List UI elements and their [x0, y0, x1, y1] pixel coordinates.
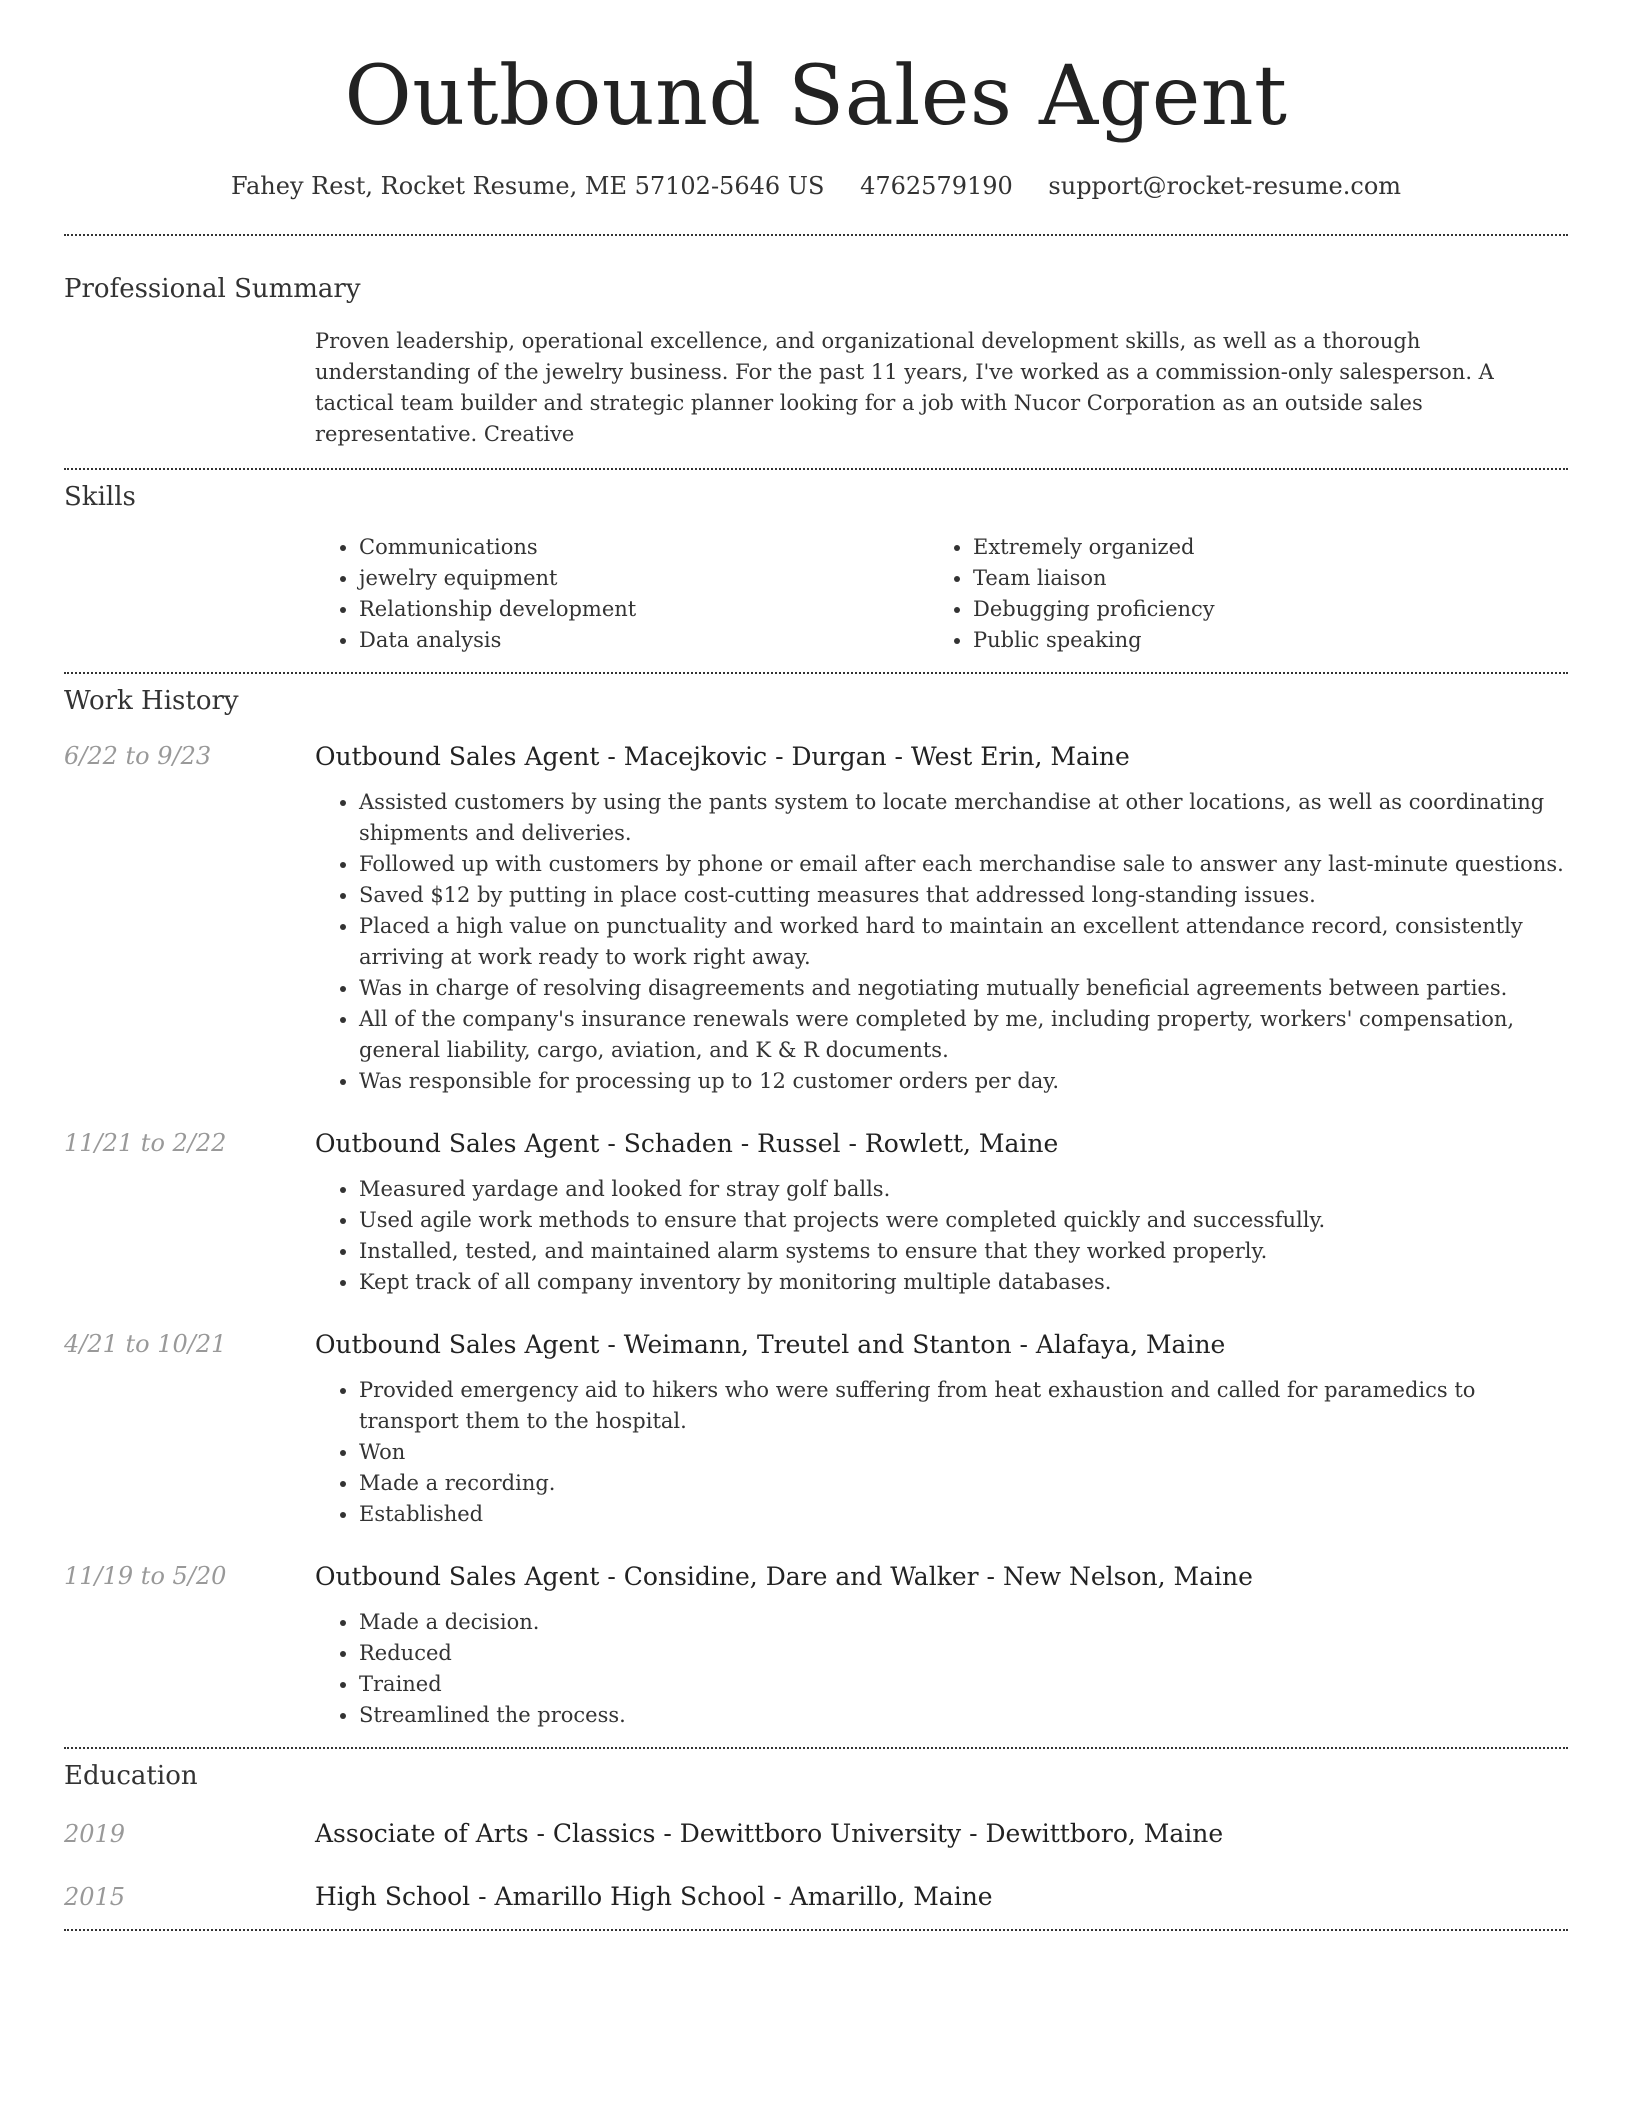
job-bullet: • Followed up with customers by phone or email after each merchandise sale to answer any last-minute questions.	[359, 849, 1568, 880]
education-year: 2019	[64, 1820, 126, 1849]
job-bullet: • Was in charge of resolving disagreements and negotiating mutually beneficial agreements between parties.	[359, 973, 1568, 1004]
skill-item: • Extremely organized	[973, 532, 1543, 563]
job-bullet: • Won	[359, 1437, 1568, 1468]
job-company: - Schaden - Russel - Rowlett, Maine	[599, 1129, 1059, 1159]
skill-item: • Public speaking	[973, 625, 1543, 656]
job-bullet: • Was responsible for processing up to 12 customer orders per day.	[359, 1066, 1568, 1097]
job-entry	[64, 1562, 1568, 1731]
job-entry	[64, 1129, 1568, 1298]
skills-grid	[315, 532, 1568, 656]
education-heading: Education	[64, 1761, 198, 1792]
job-company: - Macejkovic - Durgan - West Erin, Maine	[599, 742, 1130, 772]
job-title: Outbound Sales Agent	[315, 1562, 600, 1592]
resume-header	[64, 0, 1568, 200]
education-school: - Dewittboro University - Dewittboro, Maine	[655, 1819, 1224, 1849]
education-entry	[64, 1819, 1568, 1848]
job-dates: 4/21 to 10/21	[64, 1330, 227, 1359]
job-bullet: • Streamlined the process.	[359, 1700, 1568, 1731]
skill-item: • Team liaison	[973, 563, 1543, 594]
job-bullet: • Made a decision.	[359, 1607, 1568, 1638]
job-heading	[315, 742, 1568, 771]
job-company: - Considine, Dare and Walker - New Nelson, Maine	[599, 1562, 1253, 1592]
job-heading	[315, 1129, 1568, 1158]
contact-email: support@rocket-resume.com	[1048, 172, 1402, 201]
candidate-name: Outbound Sales Agent	[344, 49, 1288, 144]
skill-item: • Debugging proficiency	[973, 594, 1543, 625]
job-bullet: • Saved $12 by putting in place cost-cutting measures that addressed long-standing issues.	[359, 880, 1568, 911]
job-title: Outbound Sales Agent	[315, 742, 600, 772]
job-bullet: • Measured yardage and looked for stray golf balls.	[359, 1174, 1568, 1205]
job-heading	[315, 1562, 1568, 1591]
job-bullets	[315, 1174, 1568, 1298]
job-company: - Weimann, Treutel and Stanton - Alafaya, Maine	[599, 1330, 1226, 1360]
job-bullets	[315, 1607, 1568, 1731]
contact-phone: 4762579190	[860, 172, 1013, 201]
contact-address: Fahey Rest, Rocket Resume, ME 57102-5646 US	[230, 172, 825, 201]
skills-list-left	[315, 532, 929, 656]
job-bullet: • Kept track of all company inventory by monitoring multiple databases.	[359, 1267, 1568, 1298]
job-dates: 11/19 to 5/20	[64, 1562, 227, 1591]
job-bullet: • Assisted customers by using the pants system to locate merchandise at other locations, as well as coordinating shipments and deliveries.	[359, 787, 1568, 849]
skill-item: • Communications	[359, 532, 929, 563]
education-degree: High School	[315, 1882, 471, 1912]
job-bullet: • Provided emergency aid to hikers who were suffering from heat exhaustion and called for paramedics to transport them to the hospital.	[359, 1375, 1568, 1437]
skills-section	[64, 470, 1568, 672]
job-title: Outbound Sales Agent	[315, 1129, 600, 1159]
job-bullet: • Trained	[359, 1669, 1568, 1700]
divider	[64, 1929, 1568, 1931]
job-dates: 6/22 to 9/23	[64, 742, 212, 771]
education-line	[315, 1819, 1223, 1848]
job-bullet: • Established	[359, 1499, 1568, 1530]
education-school: - Amarillo High School - Amarillo, Maine	[470, 1882, 993, 1912]
job-bullets	[315, 787, 1568, 1097]
education-degree: Associate of Arts - Classics	[315, 1819, 656, 1849]
job-bullet: • Made a recording.	[359, 1468, 1568, 1499]
education-section	[64, 1749, 1568, 1929]
skill-item: • Data analysis	[359, 625, 929, 656]
job-bullet: • All of the company's insurance renewals were completed by me, including property, workers' compensation, general liability, cargo, aviation, and K & R documents.	[359, 1004, 1568, 1066]
summary-text: Proven leadership, operational excellence, and organizational development skills, as well as a thorough understanding of the jewelry business. For the past 11 years, I've worked as a commission-only salesperson. A tactical team builder and strategic planner looking for a job with Nucor Corporation as an outside sales representative. Creative	[315, 329, 1494, 447]
job-bullets	[315, 1375, 1568, 1530]
work-history-heading: Work History	[64, 686, 239, 717]
skills-list-right	[929, 532, 1543, 656]
job-entry	[64, 742, 1568, 1097]
skill-item: • Relationship development	[359, 594, 929, 625]
job-bullet: • Used agile work methods to ensure that projects were completed quickly and successfully.	[359, 1205, 1568, 1236]
contact-line	[64, 172, 1568, 200]
education-entry	[64, 1882, 1568, 1911]
summary-heading: Professional Summary	[64, 274, 361, 305]
education-year: 2015	[64, 1883, 126, 1912]
job-entry	[64, 1330, 1568, 1530]
skill-item: • jewelry equipment	[359, 563, 929, 594]
job-dates: 11/21 to 2/22	[64, 1129, 227, 1158]
job-bullet: • Installed, tested, and maintained alarm systems to ensure that they worked properly.	[359, 1236, 1568, 1267]
summary-section	[64, 236, 1568, 468]
job-title: Outbound Sales Agent	[315, 1330, 600, 1360]
job-bullet: • Placed a high value on punctuality and worked hard to maintain an excellent attendance record, consistently arriving at work ready to work right away.	[359, 911, 1568, 973]
job-heading	[315, 1330, 1568, 1359]
work-history-section	[64, 674, 1568, 1747]
education-line	[315, 1882, 993, 1911]
job-bullet: • Reduced	[359, 1638, 1568, 1669]
skills-heading: Skills	[64, 482, 136, 513]
